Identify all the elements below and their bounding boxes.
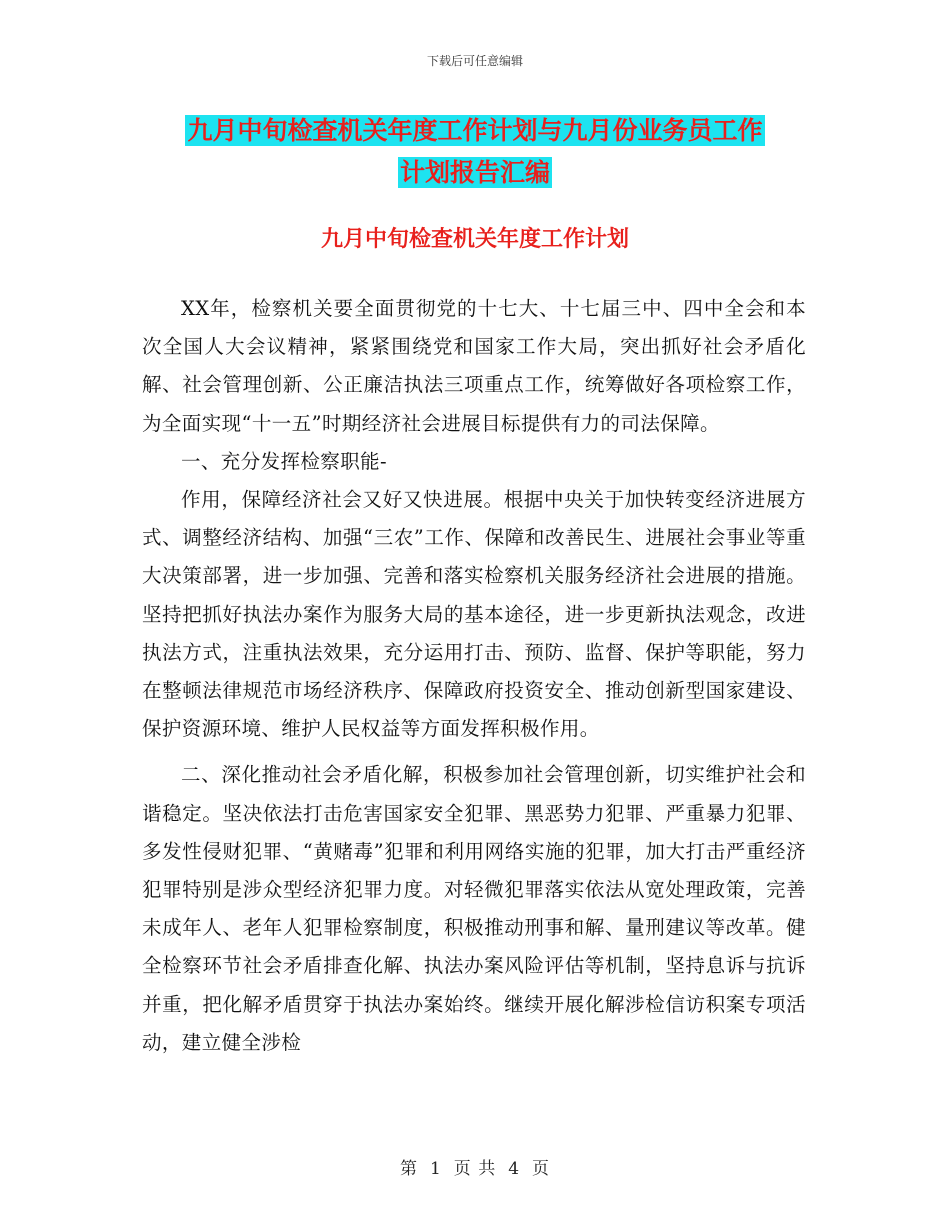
- footer-prefix: 第: [399, 1159, 418, 1179]
- title-line-1: 九月中旬检查机关年度工作计划与九月份业务员工作: [187, 116, 763, 145]
- paragraph-2: 二、深化推动社会矛盾化解，积极参加社会管理创新，切实维护社会和谐稳定。坚决依法打击危害国家安全犯罪、黑恶势力犯罪、严重暴力犯罪、多发性侵财犯罪、“黄赌毒”犯罪和利用网络实施的犯罪，加大打击严重经济犯罪特别是涉众型经济犯罪力度。对轻微犯罪落实依法从宽处理政策，完善未成年人、老年人犯罪检察制度，积极推动刑事和解、量刑建议等改革。健全检察环节社会矛盾排查化解、执法办案风险评估等机制，坚持息诉与抗诉并重，把化解矛盾贯穿于执法办案始终。继续开展化解涉检信访积案专项活动，建立健全涉检: [142, 763, 806, 1054]
- body-text: [142, 290, 806, 1062]
- document-title: [140, 110, 810, 194]
- footer-suffix: 页: [532, 1159, 551, 1179]
- title-line-2: 计划报告汇编: [399, 158, 550, 187]
- paragraph-1: 作用，保障经济社会又好又快进展。根据中央关于加快转变经济进展方式、调整经济结构、加强“三农”工作、保障和改善民生、进展社会事业等重大决策部署，进一步加强、完善和落实检察机关服务经济社会进展的措施。坚持把抓好执法办案作为服务大局的基本途径，进一步更新执法观念，改进执法方式，注重执法效果，充分运用打击、预防、监督、保护等职能，努力在整顿法律规范市场经济秩序、保障政府投资安全、推动创新型国家建设、保护资源环境、维护人民权益等方面发挥积极作用。: [142, 488, 806, 741]
- page-footer: [0, 1154, 950, 1179]
- paragraph-intro: XX年，检察机关要全面贯彻党的十七大、十七届三中、四中全会和本次全国人大会议精神，紧紧围绕党和国家工作大局，突出抓好社会矛盾化解、社会管理创新、公正廉洁执法三项重点工作，统筹做好各项检察工作，为全面实现“十一五”时期经济社会进展目标提供有力的司法保障。: [142, 297, 806, 435]
- footer-mid: 页 共: [453, 1159, 497, 1179]
- header-note: 下载后可任意编辑: [426, 54, 523, 68]
- section-title: 九月中旬检查机关年度工作计划: [320, 226, 629, 252]
- paragraph-heading-1: 一、充分发挥检察职能-: [181, 449, 387, 473]
- footer-current-page: 1: [429, 1159, 442, 1179]
- footer-total-pages: 4: [508, 1159, 521, 1179]
